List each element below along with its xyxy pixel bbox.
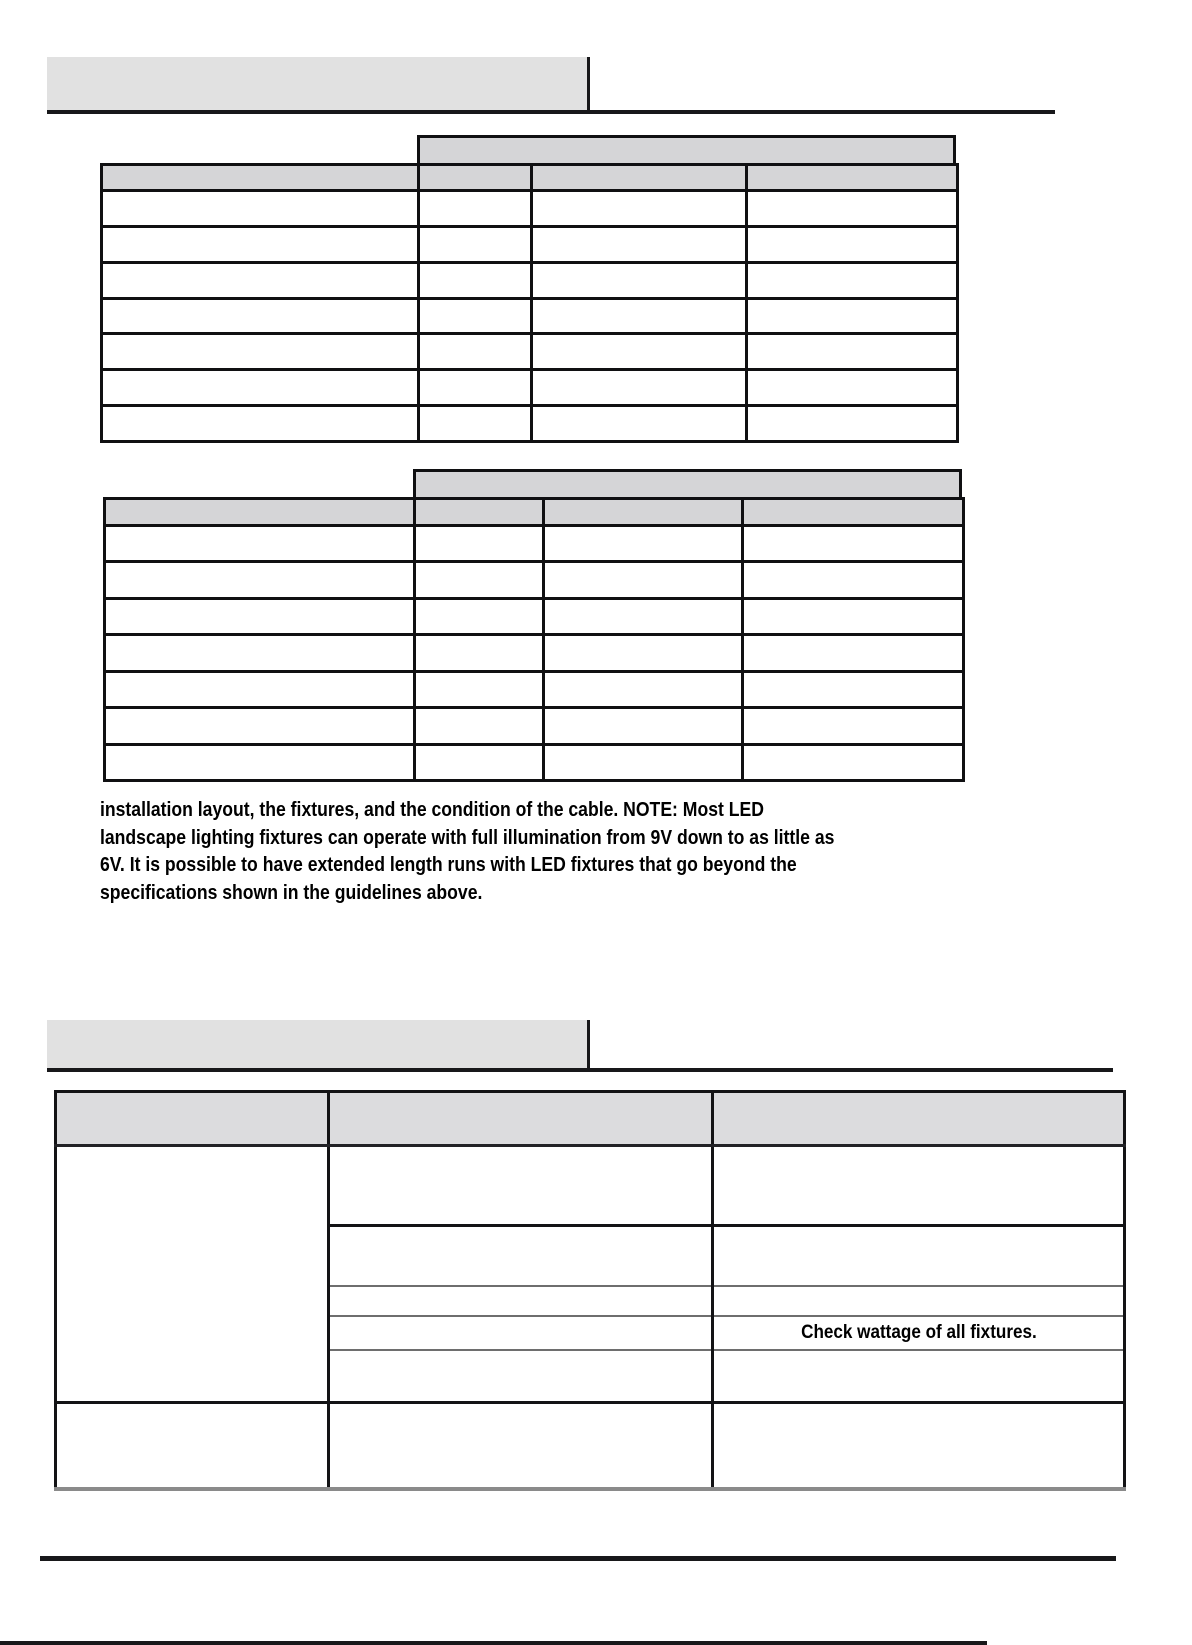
cell (747, 226, 958, 262)
cell (713, 1146, 1125, 1226)
cell (102, 334, 419, 370)
cell (415, 635, 544, 671)
troubleshooting-table (54, 1090, 1126, 1491)
cell (532, 406, 747, 442)
problem-cell (56, 1402, 329, 1489)
cell (532, 191, 747, 227)
wire-table-2 (103, 497, 965, 782)
wire-table-1 (100, 163, 959, 443)
table-row (102, 298, 958, 334)
check-wattage-text: Check wattage of all fixtures. (800, 1322, 1037, 1344)
table-row (102, 370, 958, 406)
header-cell (105, 499, 415, 526)
cell (743, 562, 964, 598)
cell (415, 562, 544, 598)
wire-table-2-header-row (105, 499, 964, 526)
cell (329, 1225, 713, 1286)
header-cell (419, 165, 532, 191)
cell (102, 226, 419, 262)
cell (713, 1286, 1125, 1316)
cell (105, 744, 415, 780)
header-cell (329, 1092, 713, 1146)
table-row (105, 598, 964, 634)
table-row (102, 262, 958, 298)
cell (419, 298, 532, 334)
horizontal-rule-4 (0, 1641, 987, 1645)
section-header-bar-2 (47, 1020, 587, 1068)
cell (102, 262, 419, 298)
cell (105, 635, 415, 671)
cell (747, 298, 958, 334)
header-cell (544, 499, 743, 526)
cell (415, 525, 544, 561)
cell (743, 525, 964, 561)
cell (102, 370, 419, 406)
header-cell (102, 165, 419, 191)
table-row (105, 708, 964, 744)
cell (544, 525, 743, 561)
cell (105, 671, 415, 707)
table-row (102, 191, 958, 227)
note-paragraph (100, 797, 935, 907)
table-row (102, 406, 958, 442)
table-row (102, 226, 958, 262)
cell (532, 298, 747, 334)
table-row (105, 525, 964, 561)
table-row (56, 1146, 1125, 1226)
cell (105, 708, 415, 744)
cell (544, 635, 743, 671)
cell (544, 708, 743, 744)
cell (713, 1350, 1125, 1402)
cell (544, 744, 743, 780)
horizontal-rule-3 (40, 1556, 1116, 1561)
cell (329, 1286, 713, 1316)
cell (532, 226, 747, 262)
cell (105, 562, 415, 598)
table-row (102, 334, 958, 370)
cell (329, 1146, 713, 1226)
paragraph-line: landscape lighting fixtures can operate with full illumination from 9V down to as little as (100, 826, 835, 849)
table-row (105, 744, 964, 780)
header-cell (56, 1092, 329, 1146)
horizontal-rule-1 (47, 110, 1055, 114)
cell (747, 334, 958, 370)
cell (102, 191, 419, 227)
cell (747, 370, 958, 406)
problem-cell (56, 1146, 329, 1402)
cell (419, 226, 532, 262)
cell (419, 334, 532, 370)
cell (419, 406, 532, 442)
cell (329, 1350, 713, 1402)
header-cell (532, 165, 747, 191)
cell (747, 191, 958, 227)
cell (102, 406, 419, 442)
cell (415, 708, 544, 744)
cell (747, 406, 958, 442)
cell (743, 671, 964, 707)
cell (532, 262, 747, 298)
horizontal-rule-2 (47, 1068, 1113, 1072)
paragraph-line: specifications shown in the guidelines above. (100, 881, 483, 904)
cell (713, 1225, 1125, 1286)
header-cell (415, 499, 544, 526)
cell (532, 334, 747, 370)
cell (105, 525, 415, 561)
section-header-divider-1 (587, 57, 590, 110)
section-header-bar-1 (47, 57, 587, 110)
wire-table-1-merged-header (417, 135, 956, 163)
cell (743, 708, 964, 744)
troubleshooting-header-row (56, 1092, 1125, 1146)
header-cell (747, 165, 958, 191)
wire-table-2-merged-header (413, 469, 962, 497)
cell (743, 744, 964, 780)
solution-cell (713, 1316, 1125, 1349)
cell (532, 370, 747, 406)
table-row (56, 1402, 1125, 1489)
cell (415, 598, 544, 634)
cell (329, 1316, 713, 1349)
cell (747, 262, 958, 298)
cell (713, 1402, 1125, 1489)
cell (415, 744, 544, 780)
paragraph-line: installation layout, the fixtures, and the condition of the cable. NOTE: Most LED (100, 799, 764, 821)
cell (544, 671, 743, 707)
cell (102, 298, 419, 334)
header-cell (713, 1092, 1125, 1146)
cell (419, 262, 532, 298)
cell (419, 191, 532, 227)
table-row (105, 671, 964, 707)
cell (544, 562, 743, 598)
cell (743, 635, 964, 671)
cell (544, 598, 743, 634)
cell (743, 598, 964, 634)
cell (419, 370, 532, 406)
paragraph-line: 6V. It is possible to have extended length runs with LED fixtures that go beyond the (100, 854, 797, 876)
section-header-divider-2 (587, 1020, 590, 1068)
wire-table-1-header-row (102, 165, 958, 191)
cell (329, 1402, 713, 1489)
table-row (105, 562, 964, 598)
header-cell (743, 499, 964, 526)
table-row (105, 635, 964, 671)
cell (415, 671, 544, 707)
cell (105, 598, 415, 634)
